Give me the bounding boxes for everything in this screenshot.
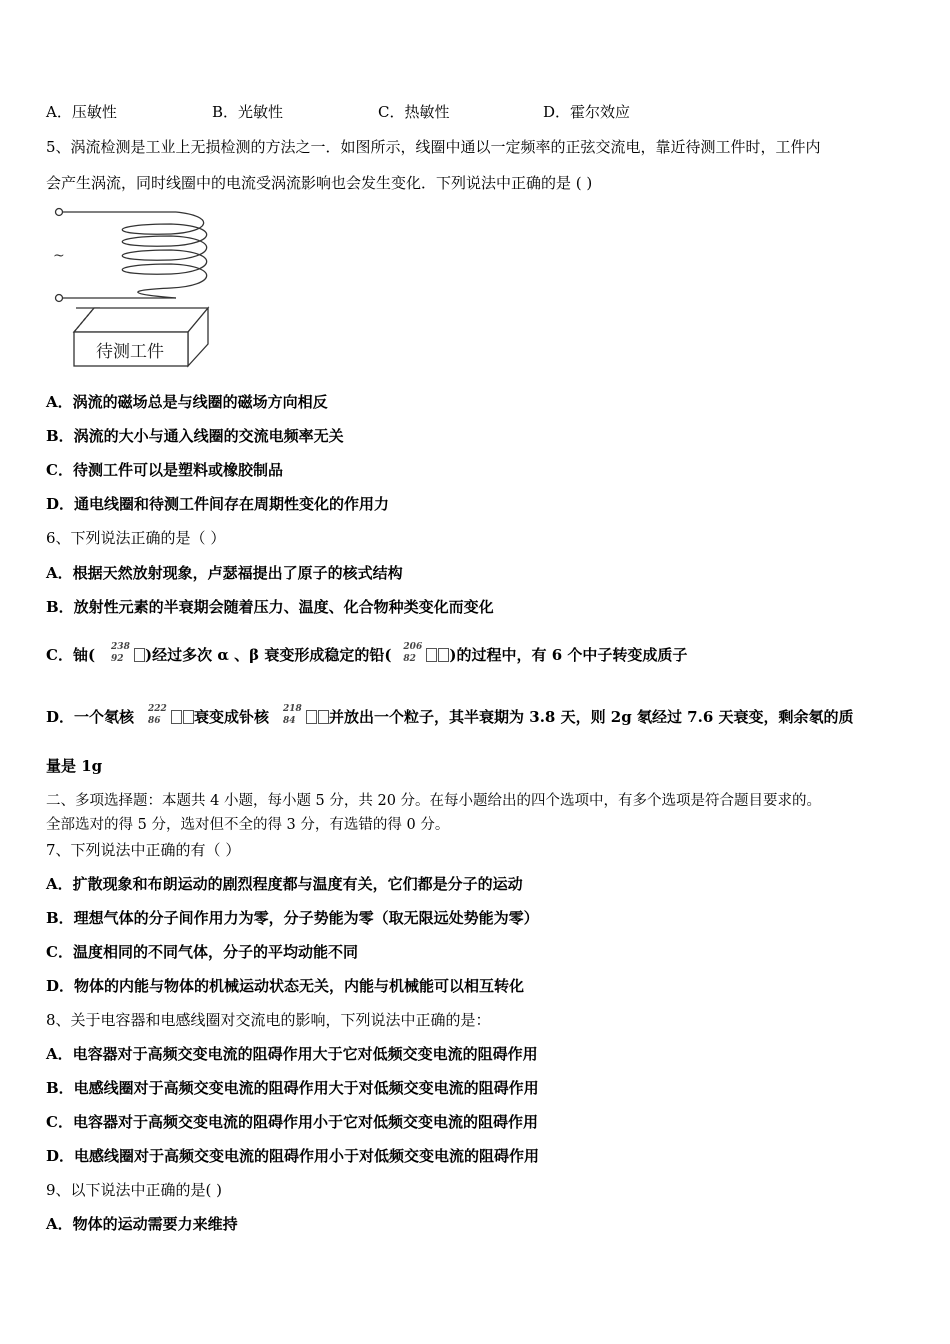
q5-option-b: B．涡流的大小与通入线圈的交流电频率无关 (46, 427, 344, 445)
q6-option-d (46, 704, 854, 727)
radon-mass: 222 (148, 704, 167, 714)
missing-glyph-box (171, 710, 182, 724)
q4-option-c: C．热敏性 (378, 103, 450, 121)
missing-glyph-box (318, 710, 329, 724)
q8-option-b: B．电感线圈对于高频交变电流的阻碍作用大于对低频交变电流的阻碍作用 (46, 1079, 539, 1097)
missing-glyph-box (438, 648, 449, 662)
q7-option-b: B．理想气体的分子间作用力为零，分子势能为零（取无限远处势能为零） (46, 909, 539, 927)
q4-option-b: B．光敏性 (212, 103, 284, 121)
q8-option-a: A．电容器对于高频交变电流的阻碍作用大于它对低频交变电流的阻碍作用 (46, 1045, 538, 1063)
q8-option-c: C．电容器对于高频交变电流的阻碍作用小于它对低频交变电流的阻碍作用 (46, 1113, 538, 1131)
q6-option-b: B．放射性元素的半衰期会随着压力、温度、化合物种类变化而变化 (46, 598, 494, 616)
coil-diagram (46, 204, 216, 372)
q6-option-c-part1: C．铀( (46, 646, 96, 664)
missing-glyph-box (306, 710, 317, 724)
q6-option-d-line2: 量是 1g (46, 757, 103, 775)
missing-glyph-box (134, 648, 145, 662)
q7-stem: 7、下列说法中正确的有（ ） (46, 841, 241, 859)
terminal-top (56, 209, 63, 216)
polonium-mass: 218 (283, 704, 302, 714)
radon-z: 86 (148, 716, 161, 726)
q5-option-c: C．待测工件可以是塑料或橡胶制品 (46, 461, 283, 479)
eddy-current-figure (46, 204, 216, 372)
q5-option-d: D．通电线圈和待测工件间存在周期性变化的作用力 (46, 495, 390, 513)
polonium-z: 84 (283, 716, 296, 726)
q6-option-c (46, 642, 688, 665)
uranium-mass: 238 (111, 642, 130, 652)
lead-z: 82 (403, 654, 416, 664)
q7-option-a: A．扩散现象和布朗运动的剧烈程度都与温度有关，它们都是分子的运动 (46, 875, 523, 893)
lead-mass: 206 (403, 642, 423, 652)
q8-stem: 8、关于电容器和电感线圈对交流电的影响，下列说法中正确的是： (46, 1011, 491, 1029)
q6-option-d-part3: 并放出一个粒子，其半衰期为 3.8 天，则 2g 氡经过 7.6 天衰变，剩余氡的质 (329, 708, 854, 726)
coil-windings (122, 212, 206, 298)
q6-option-c-part3: )的过程中，有 6 个中子转变成质子 (449, 646, 688, 664)
q4-option-d: D．霍尔效应 (543, 103, 631, 121)
section2-line1: 二、多项选择题：本题共 4 小题，每小题 5 分，共 20 分。在每小题给出的四个选项中，有多个选项是符合题目要求的。 (46, 793, 822, 809)
q6-option-a: A．根据天然放射现象，卢瑟福提出了原子的核式结构 (46, 564, 403, 582)
q6-stem: 6、下列说法正确的是（ ） (46, 529, 226, 547)
radon-nuclide (148, 704, 170, 727)
missing-glyph-box (426, 648, 437, 662)
section2-line2: 全部选对的得 5 分，选对但不全的得 3 分，有选错的得 0 分。 (46, 817, 450, 833)
q5-stem-line2: 会产生涡流，同时线圈中的电流受涡流影响也会发生变化．下列说法中正确的是 ( ) (46, 174, 593, 192)
q5-stem-line1: 5、涡流检测是工业上无损检测的方法之一．如图所示，线圈中通以一定频率的正弦交流电，靠近待测工件时，工件内 (46, 138, 821, 156)
lead-nuclide (403, 642, 425, 665)
q9-stem: 9、以下说法中正确的是( ) (46, 1181, 223, 1199)
q6-option-d-part2: 衰变成钋核 (194, 708, 270, 726)
q4-option-a: A．压敏性 (46, 103, 117, 121)
missing-glyph-box (183, 710, 194, 724)
q5-option-a: A．涡流的磁场总是与线圈的磁场方向相反 (46, 393, 328, 411)
q7-option-d: D．物体的内能与物体的机械运动状态无关，内能与机械能可以相互转化 (46, 977, 525, 995)
uranium-z: 92 (111, 654, 124, 664)
workpiece-top (74, 308, 208, 332)
q6-option-d-part1: D．一个氡核 (46, 708, 135, 726)
q8-option-d: D．电感线圈对于高频交变电流的阻碍作用小于对低频交变电流的阻碍作用 (46, 1147, 540, 1165)
polonium-nuclide (283, 704, 305, 727)
ac-symbol: ~ (53, 248, 65, 264)
q9-option-a: A．物体的运动需要力来维持 (46, 1215, 238, 1233)
workpiece-label: 待测工件 (96, 342, 164, 362)
uranium-nuclide (111, 642, 133, 665)
q6-option-c-part2: )经过多次 α 、β 衰变形成稳定的铅( (145, 646, 392, 664)
terminal-bottom (56, 295, 63, 302)
q7-option-c: C．温度相同的不同气体，分子的平均动能不同 (46, 943, 358, 961)
